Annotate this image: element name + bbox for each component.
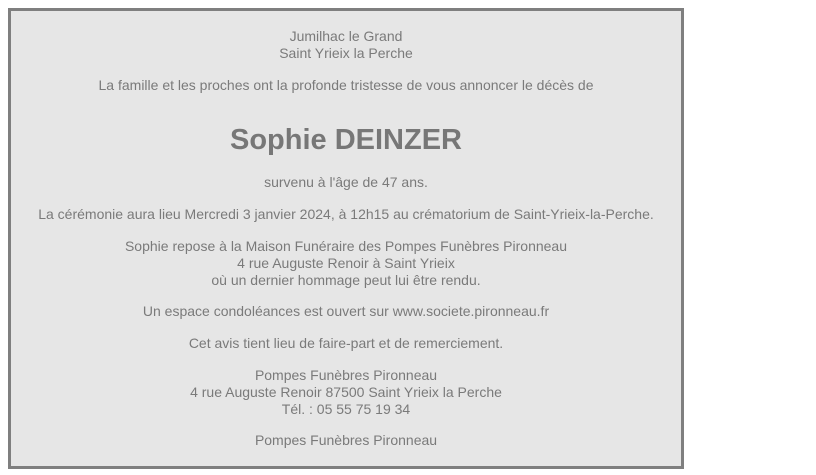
funeral-home-address: 4 rue Auguste Renoir 87500 Saint Yrieix la Perche (190, 384, 502, 400)
obituary-notice (8, 8, 684, 469)
announcement-line: La famille et les proches ont la profonde tristesse de vous annoncer le décès de (98, 77, 594, 93)
funeral-home-block (11, 367, 681, 418)
condolences-line: Un espace condoléances est ouvert sur www.societe.pironneau.fr (142, 303, 550, 319)
condolences-text (11, 303, 681, 320)
signature-block (11, 432, 681, 449)
notice-text (11, 335, 681, 352)
location-line: Jumilhac le Grand (289, 28, 403, 44)
age-line: survenu à l'âge de 47 ans. (264, 174, 428, 190)
location-line: Saint Yrieix la Perche (279, 45, 413, 61)
deceased-name: Sophie DEINZER (229, 124, 462, 156)
age-text (11, 174, 681, 191)
funeral-home-phone: Tél. : 05 55 75 19 34 (281, 401, 411, 417)
funeral-home-name: Pompes Funèbres Pironneau (254, 367, 438, 383)
deceased-name-block (11, 123, 681, 157)
ceremony-text (11, 206, 681, 223)
rest-place-block (11, 238, 681, 289)
announcement-text (11, 77, 681, 94)
location-header (11, 28, 681, 62)
ceremony-line: La cérémonie aura lieu Mercredi 3 janvier 2024, à 12h15 au crématorium de Saint-Yrieix-la-Perche. (38, 206, 654, 222)
notice-line: Cet avis tient lieu de faire-part et de remerciement. (188, 335, 504, 351)
signature-line: Pompes Funèbres Pironneau (254, 432, 438, 448)
rest-place-line: 4 rue Auguste Renoir à Saint Yrieix (237, 255, 455, 271)
rest-place-line: où un dernier hommage peut lui être rendu. (211, 272, 481, 288)
rest-place-line: Sophie repose à la Maison Funéraire des Pompes Funèbres Pironneau (124, 238, 568, 254)
